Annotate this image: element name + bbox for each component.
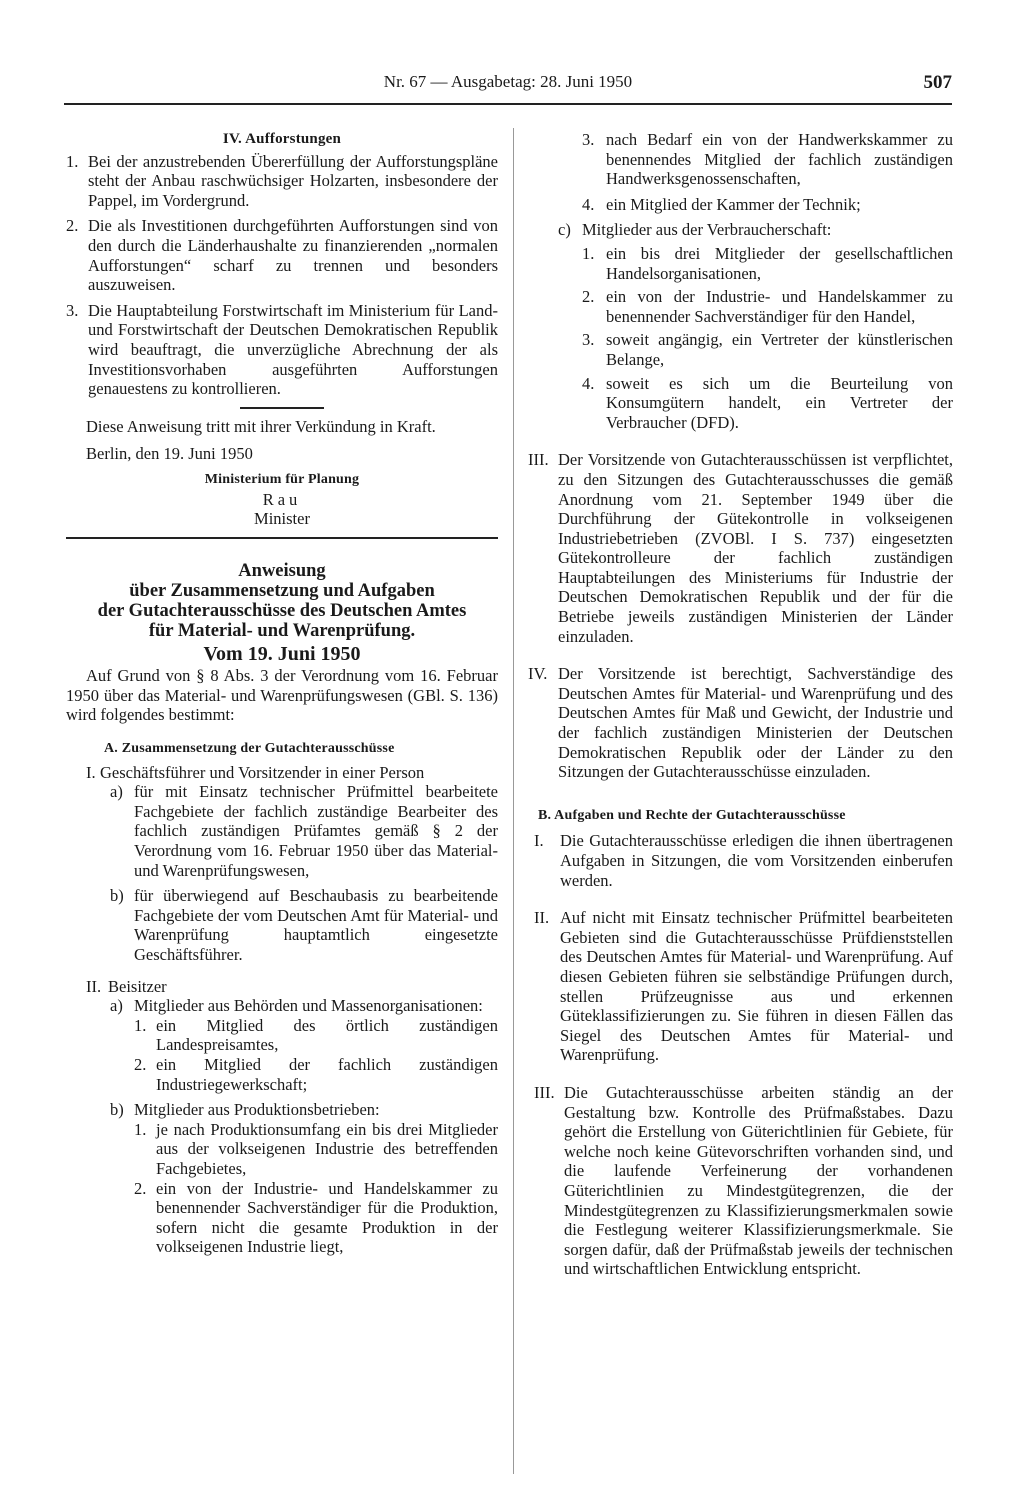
list-item: 2. ein Mitglied der fachlich zuständigen Industriegewerkschaft; <box>134 1054 498 1094</box>
list-item: 4. ein Mitglied der Kammer der Technik; <box>582 194 861 214</box>
issue-line: Nr. 67 — Ausgabetag: 28. Juni 1950 <box>383 72 633 91</box>
list-item: 1. je nach Produktionsumfang ein bis drei Mitglieder aus der volkseigenen Industrie des betreffenden Fachgebietes, <box>134 1119 498 1178</box>
section-heading: IV. Aufforstungen <box>222 131 342 147</box>
list-item: IV. Der Vorsitzende ist berechtigt, Sachverständige des Deutschen Amtes für Material- und Warenprüfung und des Deutschen Amtes für Maß und Gewicht, der Industrie und der fachlich zuständigen Ministerien der Deutschen Demokratischen Republik oder der Länder zu den Sitzungen der Gutachterausschüsse einzuladen. <box>528 664 953 782</box>
signer-title: Minister <box>254 509 310 529</box>
header-rule <box>64 103 952 105</box>
list-item: III. Die Gutachterausschüsse arbeiten ständig an der Gestaltung bzw. Kontrolle des Prüfmaßstabes. Dazu gehört die Erstellung von Güterichtlinien für Gebiete, für welche noch keine Gütevorschriften vorhanden sind, und die laufende Verfeinerung der vorhandenen Güterichtlinien zu Mindestgütegrenzen, die der Mindestgütegrenzen zu Klassifizierungsmerkmalen sowie die Festlegung weiterer Klassifizierungsmerkmale. Sie sorgen dafür, daß der Prüfmaßstab jeweils der technischen und wirtschaftlichen Entwicklung entspricht. <box>534 1082 953 1279</box>
list-item: 1. ein Mitglied des örtlich zuständigen Landespreisamtes, <box>134 1015 498 1055</box>
effective-clause: Diese Anweisung tritt mit ihrer Verkündung in Kraft. <box>86 416 436 436</box>
list-item: II. Beisitzer <box>86 976 167 996</box>
list-item: 2. ein von der Industrie- und Handelskammer zu benennender Sachverständiger für den Handel, <box>582 287 953 326</box>
list-item: 3. soweit angängig, ein Vertreter der künstlerischen Belange, <box>582 330 953 369</box>
list-item: 2. ein von der Industrie- und Handelskammer zu benennender Sachverständiger für die Produktion, sofern nicht die gesamte Produktion in der volkseigenen Industrie liegt, <box>134 1178 498 1257</box>
left-column <box>66 130 498 1257</box>
place-date: Berlin, den 19. Juni 1950 <box>86 444 253 464</box>
page-header <box>64 72 952 102</box>
document-date: Vom 19. Juni 1950 <box>203 642 361 665</box>
list-item: 1. Bei der anzustrebenden Übererfüllung der Aufforstungspläne steht der Anbau raschwüchsiger Holzarten, insbesondere der Pappel, im Vordergrund. <box>66 151 498 210</box>
right-column <box>528 130 953 1279</box>
list-item: c) Mitglieder aus der Verbraucherschaft: <box>558 220 832 240</box>
document-title: Anweisung über Zusammensetzung und Aufgaben der Gutachterausschüsse des Deutschen Amtes für Material- und Warenprüfung. <box>97 560 467 641</box>
list-item: I. Die Gutachterausschüsse erledigen die ihnen übertragenen Aufgaben in Sitzungen, die vom Vorsitzenden einberufen werden. <box>534 831 953 890</box>
ministry-name: Ministerium für Planung <box>204 471 360 487</box>
section-a-heading: A. Zusammensetzung der Gutachterausschüsse <box>104 741 395 757</box>
list-item: I. Geschäftsführer und Vorsitzender in einer Person <box>86 762 425 782</box>
list-item: 3. nach Bedarf ein von der Handwerkskammer zu benennendes Mitglied der fachlich zuständigen Handwerksgenossenschaften, <box>582 130 953 189</box>
section-rule <box>240 407 324 409</box>
list-item: 2. Die als Investitionen durchgeführten Aufforstungen sind von den durch die Länderhaushalte zu finanzierenden „normalen Aufforstungen“ scharf zu trennen und besonders auszuweisen. <box>66 216 498 295</box>
list-item: III. Der Vorsitzende von Gutachterausschüssen ist verpflichtet, zu den Sitzungen des Gutachterausschusses die gemäß Anordnung vom 21. September 1949 über die Durchführung der Gütekontrolle in volkseigenen Industriebetrieben (ZVOBl. I S. 737) eingesetzten Gütekontrolleure der fachlich zuständigen Hauptabteilungen des Ministeriums für Industrie der Deutschen Demokratischen Republik und der für die Betriebe jeweils zuständigen Ministerien der Länder einzuladen. <box>528 450 953 646</box>
list-item: 1. ein bis drei Mitglieder der gesellschaftlichen Handelsorganisationen, <box>582 243 953 283</box>
document-separator <box>66 537 498 539</box>
column-divider <box>513 128 514 1474</box>
list-item: 3. Die Hauptabteilung Forstwirtschaft im Ministerium für Land- und Forstwirtschaft der Deutschen Demokratischen Republik wird beauftragt, die unverzügliche Abrechnung der als Investitionsvorhaben ausgeführten Aufforstungen genauestens zu kontrollieren. <box>66 300 498 399</box>
signer-name: Rau <box>262 489 302 509</box>
list-item: II. Auf nicht mit Einsatz technischer Prüfmittel bearbeiteten Gebieten sind die Gutachterausschüsse Prüfdienststellen des Deutschen Amtes für Material- und Warenprüfung. Auf diesen Gebieten führen sie selbständige Prüfungen durch, stellen Prüfzeugnisse aus und erkennen Güteklassifizierungen zu. Sie führen in diesen Fällen das Siegel des Deutschen Amtes für Material- und Warenprüfung. <box>534 908 953 1065</box>
list-item: a) für mit Einsatz technischer Prüfmittel bearbeitete Fachgebiete der fachlich zuständige Bearbeiter des fachlich zuständigen Prüfamtes gemäß § 2 der Verordnung vom 16. Februar 1950 über das Material- und Warenprüfungswesen, <box>110 782 498 880</box>
preamble: Auf Grund von § 8 Abs. 3 der Verordnung vom 16. Februar 1950 über das Material- und Warenprüfungswesen (GBl. S. 136) wird folgendes bestimmt: <box>66 666 498 725</box>
list-item: 4. soweit es sich um die Beurteilung von Konsumgütern handelt, ein Vertreter der Verbraucher (DFD). <box>582 373 953 432</box>
list-item: a) Mitglieder aus Behörden und Massenorganisationen: <box>110 996 483 1016</box>
list-item: b) Mitglieder aus Produktionsbetrieben: <box>110 1100 380 1120</box>
section-b-heading: B. Aufgaben und Rechte der Gutachterausschüsse <box>538 807 846 823</box>
list-item: b) für überwiegend auf Beschaubasis zu bearbeitende Fachgebiete der vom Deutschen Amt für Material- und Warenprüfung hauptamtlich eingesetzte Geschäftsführer. <box>110 886 498 964</box>
page-number: 507 <box>923 72 952 93</box>
